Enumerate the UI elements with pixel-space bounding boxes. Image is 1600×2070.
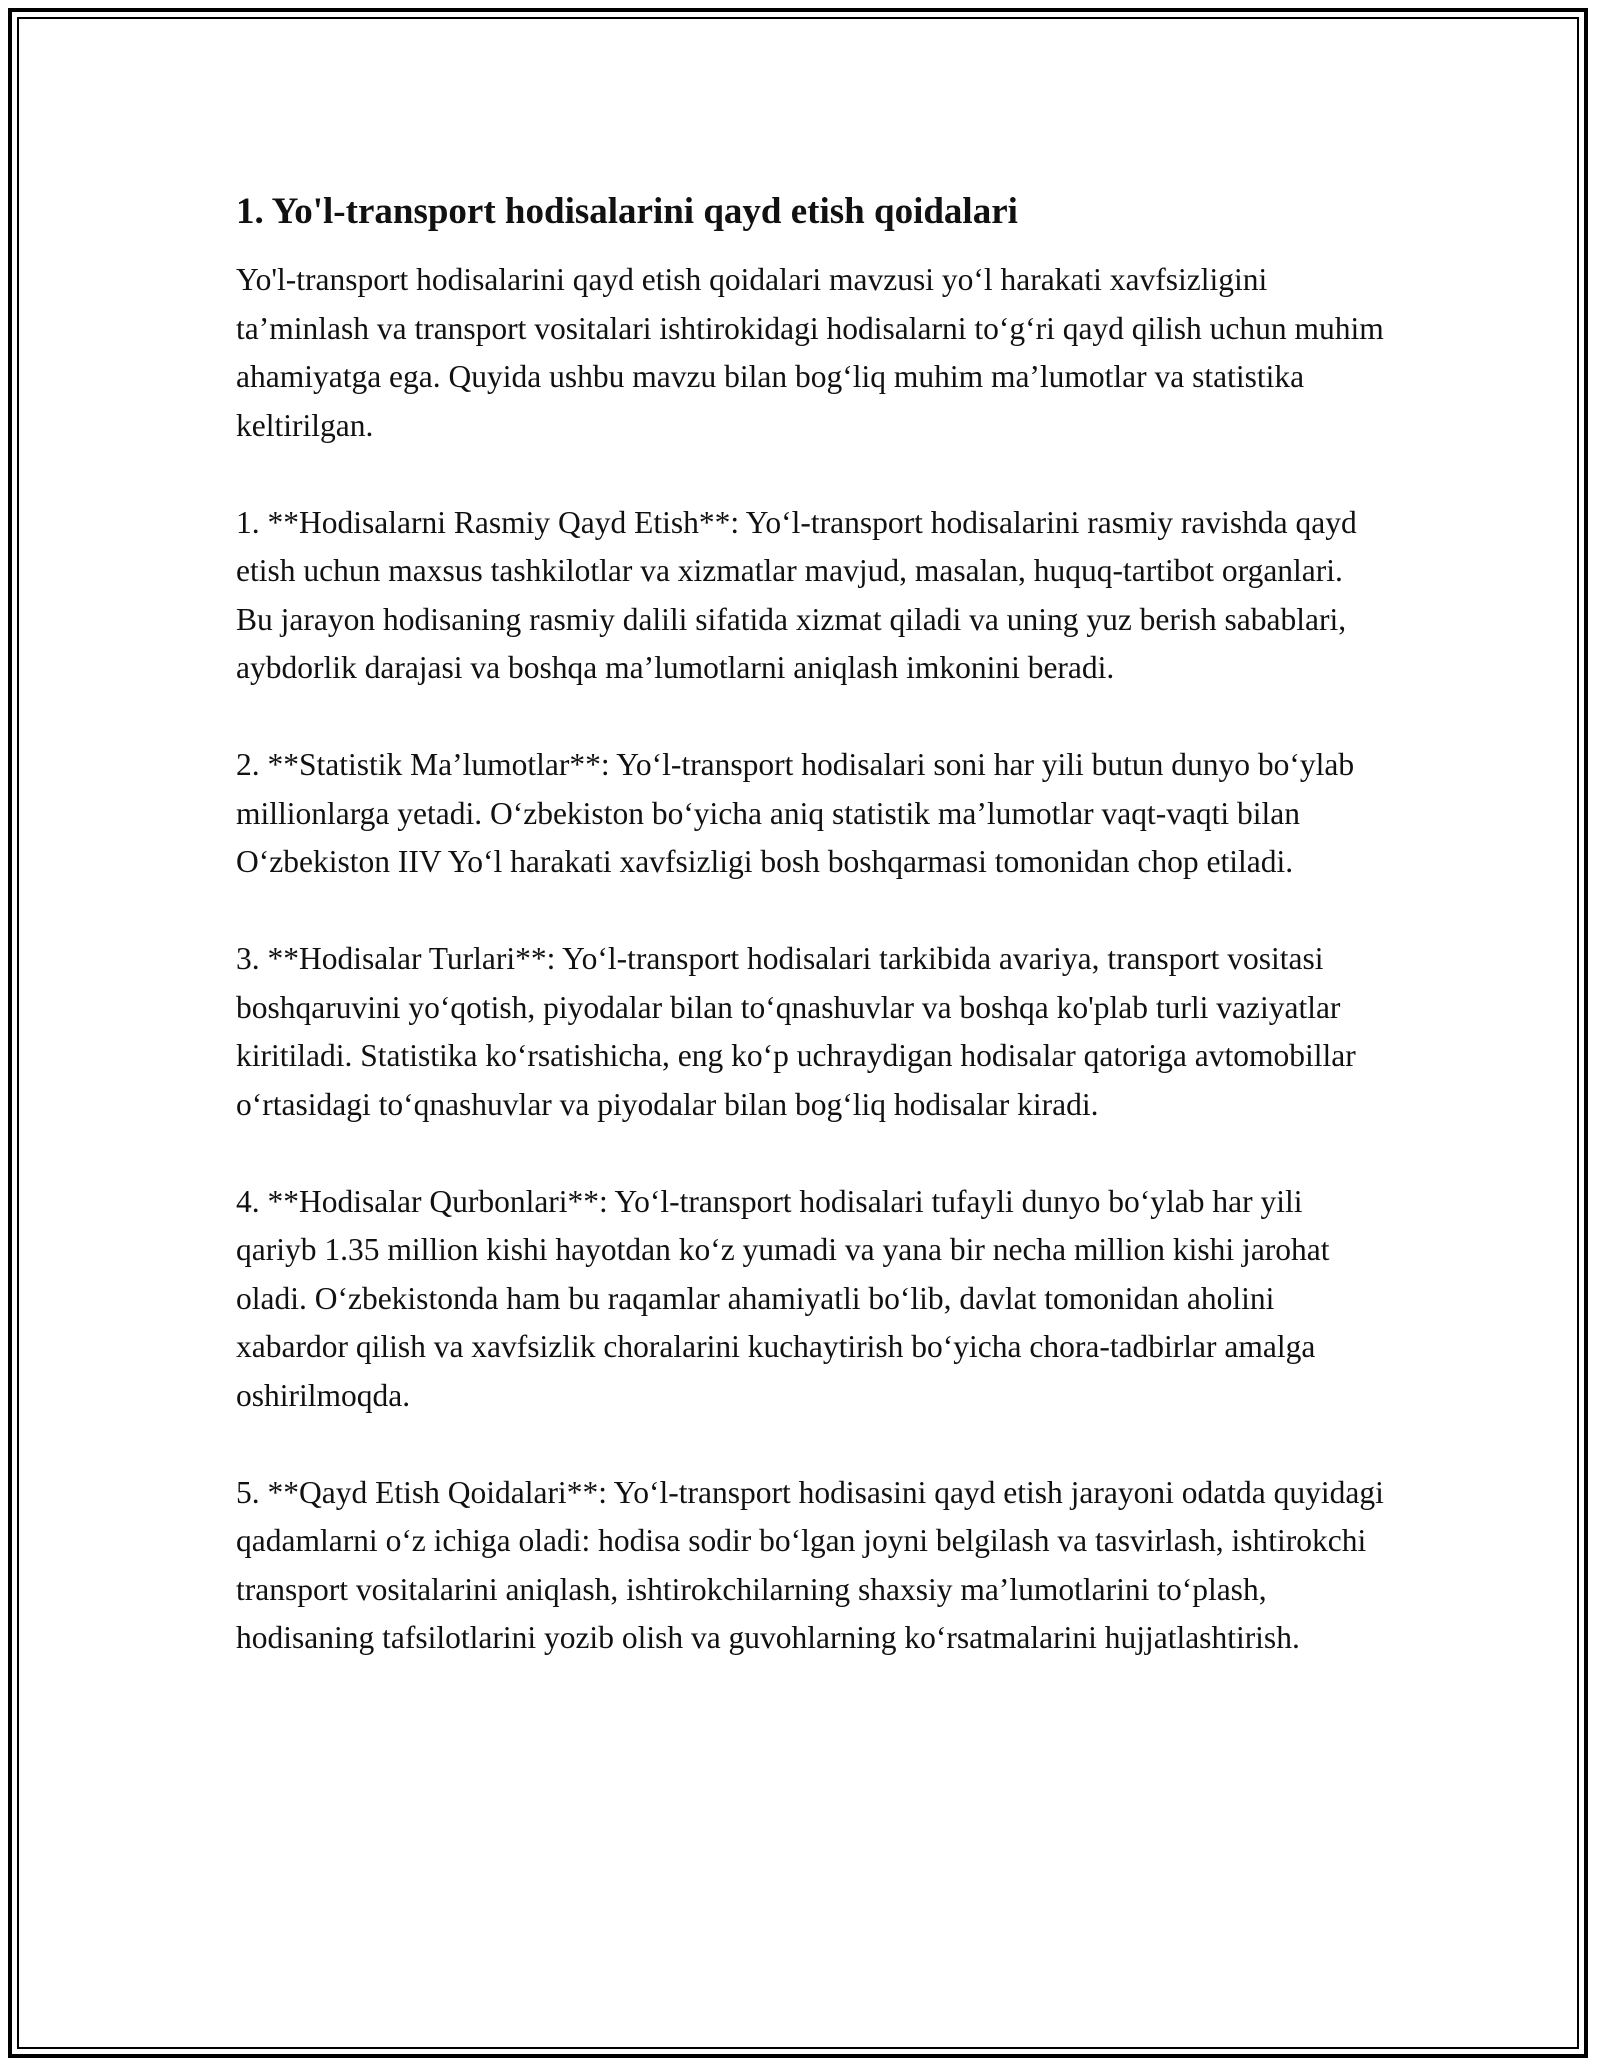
paragraph-incident-types: 3. **Hodisalar Turlari**: Yo‘l-transport hodisalari tarkibida avariya, transport vositasi boshqaruvini yo‘qotish, piyodalar bilan to‘qnashuvlar va boshqa ko'plab turli vaziyatlar kiritiladi. Statistika ko‘rsatishicha, eng ko‘p uchraydigan hodisalar qatoriga avtomobillar o‘rtasidagi to‘qnashuvlar va piyodalar bilan bog‘liq hodisalar kiradi. [236, 941, 1356, 1122]
paragraph-registration-rules: 5. **Qayd Etish Qoidalari**: Yo‘l-transport hodisasini qayd etish jarayoni odatda quyidagi qadamlarni o‘z ichiga oladi: hodisa sodir bo‘lgan joyni belgilash va tasvirlash, ishtirokchi transport vositalarini aniqlash, ishtirokchilarning shaxsiy ma’lumotlarini to‘plash, hodisaning tafsilotlarini yozib olish va guvohlarning ko‘rsatmalarini hujjatlashtirish. [236, 1474, 1384, 1655]
document-heading: 1. Yo'l-transport hodisalarini qayd etish qoidalari [236, 191, 1018, 232]
intro-paragraph: Yo'l-transport hodisalarini qayd etish qoidalari mavzusi yo‘l harakati xavfsizligini ta’minlash va transport vositalari ishtirokidagi hodisalarni to‘g‘ri qayd qilish uchun muhim ahamiyatga ega. Quyida ushbu mavzu bilan bog‘liq muhim ma’lumotlar va statistika keltirilgan. [236, 262, 1384, 443]
paragraph-statistics: 2. **Statistik Ma’lumotlar**: Yo‘l-transport hodisalari soni har yili butun dunyo bo‘ylab millionlarga yetadi. O‘zbekiston bo‘yicha aniq statistik ma’lumotlar vaqt-vaqti bilan O‘zbekiston IIV Yo‘l harakati xavfsizligi bosh boshqarmasi tomonidan chop etiladi. [236, 747, 1355, 879]
paragraph-victims: 4. **Hodisalar Qurbonlari**: Yo‘l-transport hodisalari tufayli dunyo bo‘ylab har yili qariyb 1.35 million kishi hayotdan ko‘z yumadi va yana bir necha million kishi jarohat oladi. O‘zbekistonda ham bu raqamlar ahamiyatli bo‘lib, davlat tomonidan aholini xabardor qilish va xavfsizlik choralarini kuchaytirish bo‘yicha chora-tadbirlar amalga oshirilmoqda. [236, 1183, 1330, 1413]
document-body [236, 184, 1386, 1711]
paragraph-official-registration: 1. **Hodisalarni Rasmiy Qayd Etish**: Yo‘l-transport hodisalarini rasmiy ravishda qayd etish uchun maxsus tashkilotlar va xizmatlar mavjud, masalan, huquq-tartibot organlari. Bu jarayon hodisaning rasmiy dalili sifatida xizmat qiladi va uning yuz berish sabablari, aybdorlik darajasi va boshqa ma’lumotlarni aniqlash imkonini beradi. [236, 504, 1357, 685]
